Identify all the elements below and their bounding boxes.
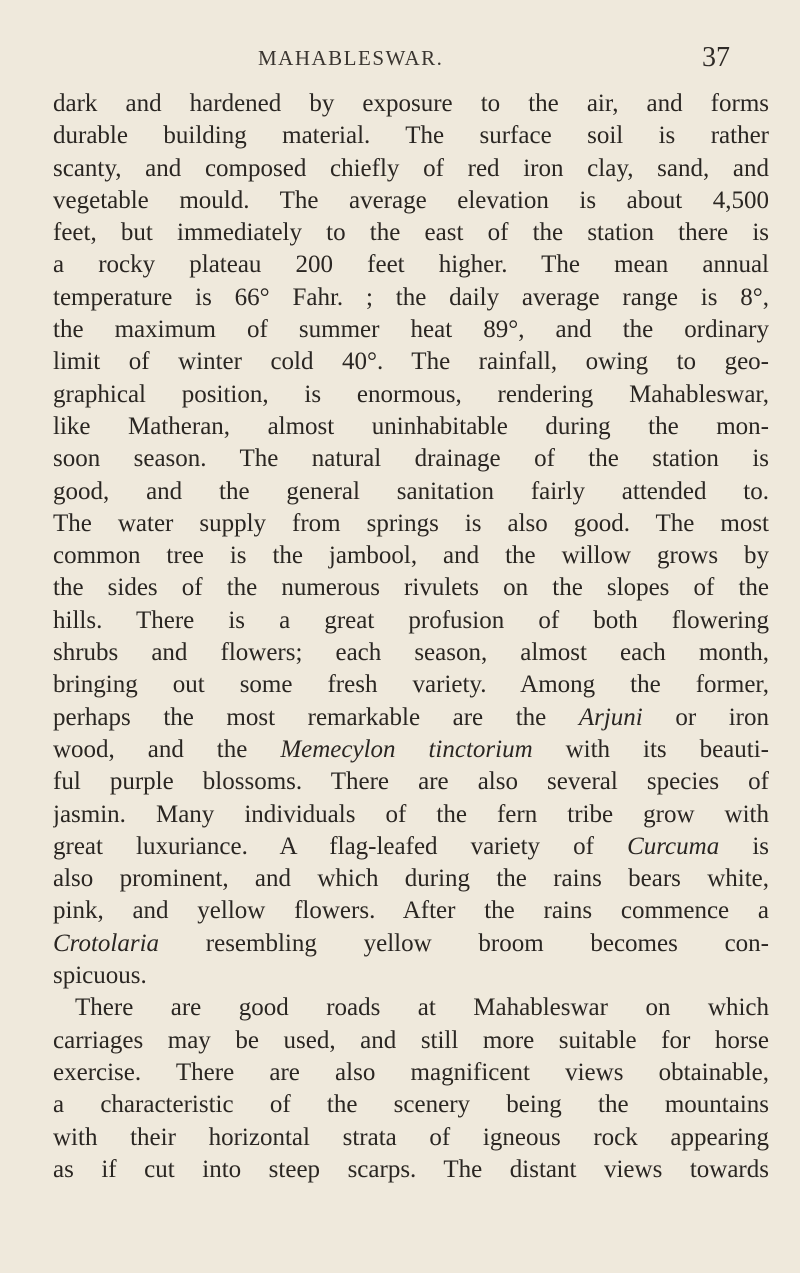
text-line: graphical position, is enormous, rendering Mahableswar, [53,380,769,408]
text-run: with its beauti- [532,735,769,763]
italic-term: Crotolaria [53,929,160,957]
text-line: with their horizontal strata of igneous rock appearing [53,1123,769,1151]
text-run: resembling yellow broom becomes con- [159,929,769,957]
text-line: The water supply from springs is also good. The most [53,509,769,537]
text-line: the maximum of summer heat 89°, and the ordinary [53,316,769,344]
text-line: a characteristic of the scenery being the mountains [53,1091,769,1119]
text-line: feet, but immediately to the east of the station there is [53,219,769,247]
text-line: a rocky plateau 200 feet higher. The mean annual [53,251,769,279]
text-line: dark and hardened by exposure to the air, and forms [53,90,769,117]
text-line: ful purple blossoms. There are also several species of [53,768,769,796]
text-line: jasmin. Many individuals of the fern tribe grow with [53,800,769,828]
text-line: exercise. There are also magnificent views obtainable, [53,1058,769,1086]
text-line: like Matheran, almost uninhabitable during the mon- [53,412,769,440]
text-line: limit of winter cold 40°. The rainfall, owing to geo- [53,348,769,376]
text-line: There are good roads at Mahableswar on which [75,994,769,1022]
text-line: common tree is the jambool, and the willow grows by [53,542,769,570]
text-line: bringing out some fresh variety. Among the former, [53,671,769,699]
text-line: also prominent, and which during the rains bears white, [53,865,769,893]
italic-term: Memecylon tinctorium [280,735,533,763]
text-line: hills. There is a great profusion of both flowering [53,606,769,634]
running-title: MAHABLESWAR. [258,46,444,70]
text-line [53,702,769,734]
text-line: carriages may be used, and still more suitable for horse [53,1026,769,1054]
text-line: scanty, and composed chiefly of red iron clay, sand, and [53,154,769,182]
text-line: durable building material. The surface soil is rather [53,122,769,150]
text-line: the sides of the numerous rivulets on the slopes of the [53,574,769,602]
text-line: temperature is 66° Fahr. ; the daily average range is 8°, [53,283,769,311]
text-line: shrubs and flowers; each season, almost each month, [53,639,769,667]
body-text [53,88,769,1186]
text-line [53,928,769,960]
text-line: as if cut into steep scarps. The distant views towards [53,1155,769,1183]
italic-term: Arjuni [578,703,643,731]
text-line: spicuous. [53,962,147,990]
text-line: vegetable mould. The average elevation is about 4,500 [53,186,769,214]
page-number: 37 [702,42,730,73]
text-run: wood, and the [53,735,281,763]
text-line: soon season. The natural drainage of the station is [53,445,769,473]
text-run: is [719,832,769,860]
text-line: good, and the general sanitation fairly attended to. [53,477,769,505]
text-line [53,831,769,863]
text-line [53,734,769,766]
text-run: perhaps the most remarkable are the [53,703,579,731]
text-run: great luxuriance. A flag-leafed variety of [53,832,628,860]
italic-term: Curcuma [627,832,720,860]
text-run: or iron [642,703,769,731]
text-line: pink, and yellow flowers. After the rains commence a [53,897,769,925]
